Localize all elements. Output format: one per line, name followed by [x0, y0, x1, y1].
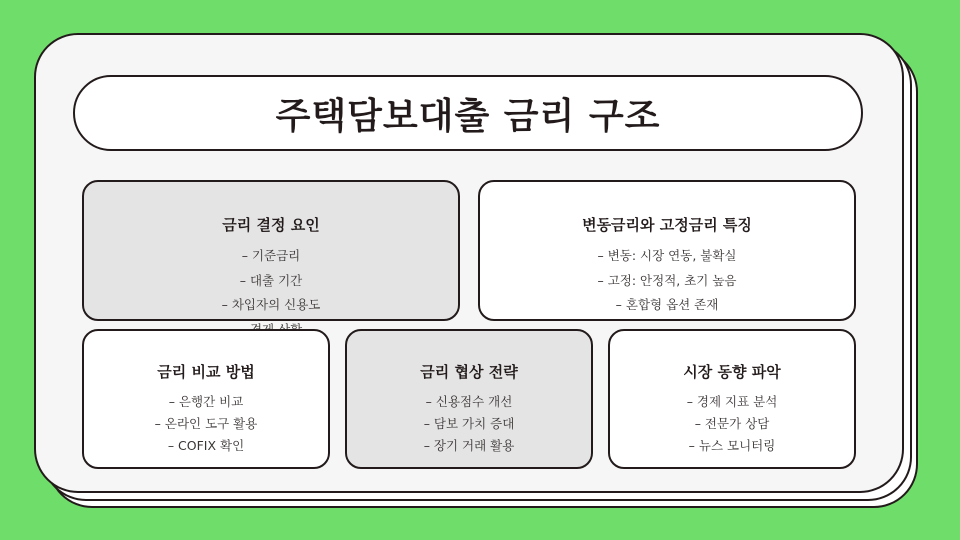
card-market-trends	[608, 329, 856, 469]
list-item: – 전문가 상담	[694, 416, 770, 431]
card-title: 금리 비교 방법	[157, 363, 255, 381]
list-item: – 혼합형 옵션 존재	[615, 297, 719, 312]
card-negotiation-strategy	[345, 329, 593, 469]
card-list	[84, 391, 328, 457]
list-item: – 신용점수 개선	[425, 394, 513, 409]
list-item: – 은행간 비교	[168, 394, 244, 409]
card-title: 금리 결정 요인	[222, 216, 320, 234]
list-item: – 뉴스 모니터링	[688, 438, 776, 453]
card-title: 금리 협상 전략	[420, 363, 518, 381]
list-item: – 경제 지표 분석	[686, 394, 778, 409]
list-item: – 차입자의 신용도	[221, 297, 321, 312]
card-title: 변동금리와 고정금리 특징	[582, 216, 752, 234]
list-item: – 변동: 시장 연동, 불확실	[597, 248, 737, 263]
list-item: – 담보 가치 증대	[423, 416, 515, 431]
card-list	[480, 244, 854, 318]
card-list	[610, 391, 854, 457]
list-item: – 대출 기간	[239, 272, 303, 288]
card-title: 시장 동향 파악	[683, 363, 781, 381]
slide-title: 주택담보대출 금리 구조	[275, 95, 661, 137]
card-rate-factors	[82, 180, 460, 321]
list-item: – 온라인 도구 활용	[154, 416, 258, 431]
list-item: – 고정: 안정적, 초기 높음	[597, 272, 737, 288]
card-list	[347, 391, 591, 457]
list-item: – COFIX 확인	[167, 438, 245, 453]
list-item: – 장기 거래 활용	[423, 438, 515, 453]
card-list	[84, 244, 458, 342]
list-item: – 기준금리	[241, 248, 301, 263]
card-variable-vs-fixed	[478, 180, 856, 321]
title-banner	[73, 75, 863, 151]
card-rate-comparison	[82, 329, 330, 469]
